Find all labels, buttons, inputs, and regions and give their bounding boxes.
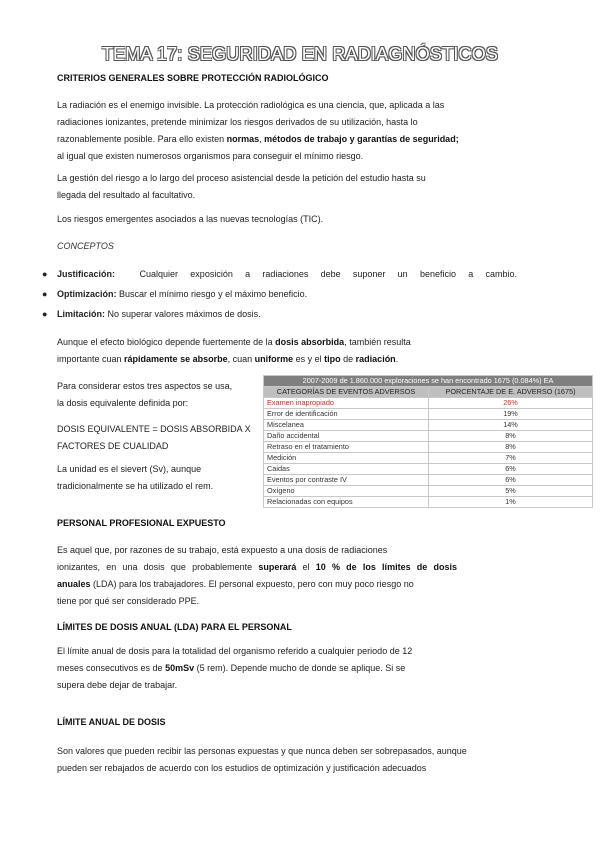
text-line: Para considerar estos tres aspectos se usa, <box>57 381 233 391</box>
table-row <box>264 431 593 442</box>
bold-normas: normas <box>226 134 260 144</box>
paragraph-radiacion <box>57 97 557 165</box>
text-span: es y el <box>293 354 325 364</box>
table-cell-percentage: 7% <box>429 453 593 464</box>
concepts-label: CONCEPTOS <box>57 241 114 251</box>
table-cell-category: Retraso en el tratamiento <box>264 442 429 453</box>
text-line: supera debe dejar de trabajar. <box>57 680 178 690</box>
table-row <box>264 453 593 464</box>
bold-span: superará <box>258 562 297 572</box>
formula-dosis-equivalente <box>57 421 267 455</box>
section-heading-personal: PERSONAL PROFESIONAL EXPUESTO <box>57 518 226 528</box>
text-line: La gestión del riesgo a lo largo del proceso asistencial desde la petición del estudio hasta su <box>57 173 426 183</box>
text-span: importante cuan <box>57 354 125 364</box>
section-heading-criterios: CRITERIOS GENERALES SOBRE PROTECCIÓN RADIOLÓGICO <box>57 73 329 83</box>
table-cell-percentage: 8% <box>429 442 593 453</box>
bold-span: 50mSv <box>165 663 195 673</box>
text-span: ionizantes, en una dosis que probablemente <box>57 562 259 572</box>
section-heading-limite: LÍMITE ANUAL DE DOSIS <box>57 717 166 727</box>
bullet-dot-icon: ● <box>42 309 48 319</box>
table-cell-category: Miscelanea <box>264 420 429 431</box>
text-line: La radiación es el enemigo invisible. La protección radiológica es una ciencia, que, aplicada a las <box>57 100 445 110</box>
bullet-text: Buscar el mínimo riesgo y el máximo beneficio. <box>119 289 308 299</box>
table-row <box>264 398 593 409</box>
table-row <box>264 475 593 486</box>
text-line <box>57 131 557 148</box>
text-span: , <box>259 134 265 144</box>
bullet-dot-icon: ● <box>42 289 48 299</box>
table-cell-category: Caidas <box>264 464 429 475</box>
text-span: (5 rem). Depende mucho de donde se aplique. Si se <box>194 663 406 673</box>
table-row <box>264 409 593 420</box>
table-header-row <box>264 387 593 398</box>
paragraph-efecto-biologico <box>57 334 557 368</box>
bold-span: radiación <box>355 354 396 364</box>
text-span: , también resulta <box>344 337 411 347</box>
table-row <box>264 464 593 475</box>
text-line <box>57 559 457 576</box>
text-line <box>57 576 457 593</box>
page-title: TEMA 17: SEGURIDAD EN RADIAGNÓSTICOS <box>101 44 499 64</box>
bold-span: rápidamente se absorbe <box>124 354 228 364</box>
bold-span: uniforme <box>254 354 294 364</box>
text-line: DOSIS EQUIVALENTE = DOSIS ABSORBIDA X <box>57 424 251 434</box>
table-cell-category: Daño accidental <box>264 431 429 442</box>
table-cell-percentage: 6% <box>429 475 593 486</box>
table-row <box>264 442 593 453</box>
text-line: tiene por qué ser considerado PPE. <box>57 596 200 606</box>
bullet-dot-icon: ● <box>42 269 48 279</box>
bullet-limitacion <box>42 309 261 319</box>
table-cell-percentage: 19% <box>429 409 593 420</box>
table-cell-category: Medición <box>264 453 429 464</box>
adverse-events-table <box>263 375 593 508</box>
text-span: . <box>395 354 399 364</box>
text-line: tradicionalmente se ha utilizado el rem. <box>57 481 214 491</box>
bullet-text: Cualquier exposición a radiaciones debe suponer un beneficio a cambio. <box>139 269 517 279</box>
bold-span: anuales <box>57 579 91 589</box>
text-line <box>57 660 467 677</box>
table-header-category: CATEGORÍAS DE EVENTOS ADVERSOS <box>264 387 429 398</box>
table-cell-category: Oxígeno <box>264 486 429 497</box>
text-line: pueden ser rebajados de acuerdo con los estudios de optimización y justificación adecuados <box>57 763 427 773</box>
table-caption: 2007-2009 de 1.860.000 exploraciones se han encontrado 1675 (0.084%) EA <box>264 376 593 387</box>
text-span: razonablemente posible. Para ello existen <box>57 134 227 144</box>
bold-span: dosis absorbida <box>275 337 345 347</box>
bullet-term: Limitación: <box>57 309 106 319</box>
table-cell-category: Error de identificación <box>264 409 429 420</box>
section-heading-lda: LÍMITES DE DOSIS ANUAL (LDA) PARA EL PERSONAL <box>57 622 292 632</box>
text-span: de <box>340 354 356 364</box>
table-cell-percentage: 8% <box>429 431 593 442</box>
table-header-percentage: PORCENTAJE DE E. ADVERSO (1675) <box>429 387 593 398</box>
text-line: radiaciones ionizantes, pretende minimizar los riesgos derivados de su utilización, hasta lo <box>57 117 418 127</box>
bullet-term: Justificación: <box>57 269 116 279</box>
paragraph-dosis-equivalente <box>57 378 257 412</box>
bullet-term: Optimización: <box>57 289 117 299</box>
text-line: llegada del resultado al facultativo. <box>57 190 196 200</box>
paragraph-personal <box>57 542 457 610</box>
paragraph-sievert <box>57 461 267 495</box>
table-cell-percentage: 6% <box>429 464 593 475</box>
text-span: Aunque el efecto biológico depende fuertemente de la <box>57 337 276 347</box>
bold-metodos: métodos de trabajo y garantías de seguridad; <box>264 134 459 144</box>
text-span: (LDA) para los trabajadores. El personal expuesto, pero con muy poco riesgo no <box>90 579 414 589</box>
table-cell-percentage: 5% <box>429 486 593 497</box>
table-cell-category: Relacionadas con equipos <box>264 497 429 508</box>
text-span: el <box>296 562 316 572</box>
text-line: La unidad es el sievert (Sv), aunque <box>57 464 202 474</box>
text-line: FACTORES DE CUALIDAD <box>57 441 169 451</box>
paragraph-gestion <box>57 170 557 204</box>
bullet-justificacion <box>42 269 517 279</box>
bold-span: tipo <box>324 354 341 364</box>
table-cell-percentage: 14% <box>429 420 593 431</box>
text-line <box>57 351 557 368</box>
text-span: meses consecutivos es de <box>57 663 166 673</box>
paragraph-limite <box>57 743 577 777</box>
table-cell-category: Examen inapropiado <box>264 398 429 409</box>
bold-span: 10 % de los límites de dosis <box>315 562 457 572</box>
bullet-optimizacion <box>42 289 308 299</box>
table-row <box>264 486 593 497</box>
text-span: , cuan <box>227 354 255 364</box>
text-line: la dosis equivalente definida por: <box>57 398 189 408</box>
paragraph-lda <box>57 643 467 694</box>
paragraph-riesgos: Los riesgos emergentes asociados a las nuevas tecnologías (TIC). <box>57 214 324 224</box>
adverse-events-table-wrapper <box>263 375 593 508</box>
table-row <box>264 497 593 508</box>
table-cell-percentage: 1% <box>429 497 593 508</box>
table-body <box>264 398 593 508</box>
bullet-text: No superar valores máximos de dosis. <box>107 309 261 319</box>
table-cell-percentage: 26% <box>429 398 593 409</box>
text-line: Son valores que pueden recibir las personas expuestas y que nunca deben ser sobrepasados, aunque <box>57 746 467 756</box>
text-line: Es aquel que, por razones de su trabajo, está expuesto a una dosis de radiaciones <box>57 545 388 555</box>
text-line: El límite anual de dosis para la totalidad del organismo referido a cualquier periodo de 12 <box>57 646 413 656</box>
table-cell-category: Eventos por contraste IV <box>264 475 429 486</box>
text-line: al igual que existen numerosos organismos para conseguir el mínimo riesgo. <box>57 151 364 161</box>
table-row <box>264 420 593 431</box>
text-line <box>57 334 557 351</box>
